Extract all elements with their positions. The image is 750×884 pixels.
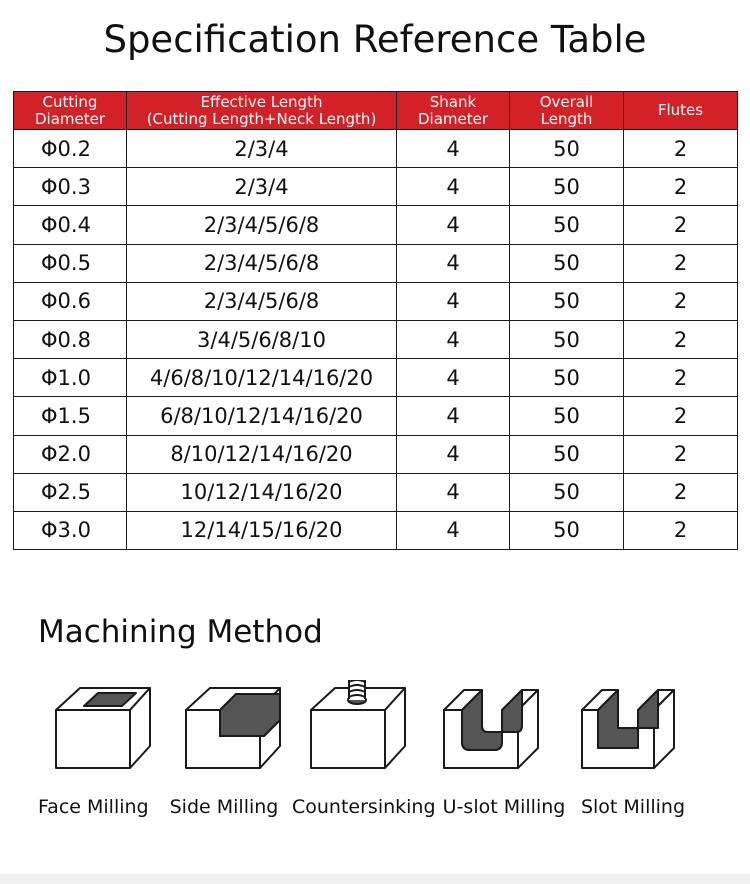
side-milling-icon: [180, 680, 284, 772]
header-line: Cutting: [42, 92, 98, 111]
table-row: [14, 435, 738, 473]
header-line: Shank: [429, 92, 477, 111]
header-shank-diameter: [397, 92, 510, 130]
cell-flutes: 2: [624, 473, 738, 511]
face-milling-icon: [50, 680, 154, 772]
header-effective-length: [127, 92, 397, 130]
cell-effective-length: 2/3/4/5/6/8: [127, 282, 397, 320]
cell-shank-diameter: 4: [397, 320, 510, 358]
header-line: Flutes: [657, 101, 704, 119]
cell-flutes: 2: [624, 244, 738, 282]
u-slot-milling-icon: [438, 680, 542, 772]
cell-cutting-diameter: Φ0.8: [14, 320, 127, 358]
table-row: [14, 130, 738, 168]
header-line: Effective Length: [200, 92, 323, 111]
method-label-countersinking: Countersinking: [292, 796, 436, 818]
cell-flutes: 2: [624, 282, 738, 320]
cell-effective-length: 6/8/10/12/14/16/20: [127, 397, 397, 435]
method-label-face-milling: Face Milling: [38, 796, 149, 818]
header-overall-length: [510, 92, 624, 130]
cell-flutes: 2: [624, 435, 738, 473]
cell-effective-length: 8/10/12/14/16/20: [127, 435, 397, 473]
cell-overall-length: 50: [510, 244, 624, 282]
cell-shank-diameter: 4: [397, 359, 510, 397]
countersinking-icon: [305, 680, 409, 772]
cell-shank-diameter: 4: [397, 435, 510, 473]
cell-cutting-diameter: Φ1.5: [14, 397, 127, 435]
cell-overall-length: 50: [510, 511, 624, 549]
table-row: [14, 244, 738, 282]
cell-shank-diameter: 4: [397, 473, 510, 511]
table-row: [14, 511, 738, 549]
cell-cutting-diameter: Φ0.4: [14, 206, 127, 244]
table-header-row: [14, 92, 738, 130]
cell-shank-diameter: 4: [397, 244, 510, 282]
cell-flutes: 2: [624, 511, 738, 549]
cell-overall-length: 50: [510, 282, 624, 320]
table-row: [14, 397, 738, 435]
table-row: [14, 206, 738, 244]
cell-shank-diameter: 4: [397, 130, 510, 168]
method-label-u-slot-milling: U-slot Milling: [442, 796, 566, 818]
table-row: [14, 320, 738, 358]
cell-overall-length: 50: [510, 435, 624, 473]
cell-cutting-diameter: Φ0.2: [14, 130, 127, 168]
cell-cutting-diameter: Φ2.0: [14, 435, 127, 473]
header-line: Length: [540, 109, 593, 128]
cell-flutes: 2: [624, 359, 738, 397]
table-row: [14, 168, 738, 206]
cell-flutes: 2: [624, 320, 738, 358]
header-cutting-diameter: [14, 92, 127, 130]
cell-effective-length: 3/4/5/6/8/10: [127, 320, 397, 358]
table-row: [14, 473, 738, 511]
cell-cutting-diameter: Φ0.3: [14, 168, 127, 206]
cell-cutting-diameter: Φ0.6: [14, 282, 127, 320]
cell-shank-diameter: 4: [397, 511, 510, 549]
cell-overall-length: 50: [510, 473, 624, 511]
cell-shank-diameter: 4: [397, 168, 510, 206]
table-row: [14, 359, 738, 397]
cell-cutting-diameter: Φ3.0: [14, 511, 127, 549]
header-flutes: [624, 92, 738, 130]
cell-overall-length: 50: [510, 359, 624, 397]
cell-effective-length: 4/6/8/10/12/14/16/20: [127, 359, 397, 397]
machining-method-title: Machining Method: [38, 614, 323, 650]
cell-shank-diameter: 4: [397, 397, 510, 435]
cell-effective-length: 2/3/4: [127, 168, 397, 206]
cell-flutes: 2: [624, 130, 738, 168]
page-title: Specification Reference Table: [103, 18, 647, 61]
cell-effective-length: 10/12/14/16/20: [127, 473, 397, 511]
header-line: Diameter: [417, 109, 489, 128]
table-row: [14, 282, 738, 320]
cell-overall-length: 50: [510, 168, 624, 206]
cell-overall-length: 50: [510, 130, 624, 168]
cell-overall-length: 50: [510, 397, 624, 435]
method-label-slot-milling: Slot Milling: [580, 796, 686, 818]
cell-cutting-diameter: Φ1.0: [14, 359, 127, 397]
cell-flutes: 2: [624, 206, 738, 244]
header-line: Diameter: [34, 109, 106, 128]
cell-effective-length: 2/3/4/5/6/8: [127, 244, 397, 282]
header-line: Overall: [539, 92, 594, 111]
bottom-divider: [0, 874, 750, 884]
method-label-side-milling: Side Milling: [169, 796, 279, 818]
cell-overall-length: 50: [510, 320, 624, 358]
cell-effective-length: 2/3/4: [127, 130, 397, 168]
spec-table: [13, 91, 738, 550]
cell-effective-length: 2/3/4/5/6/8: [127, 206, 397, 244]
cell-cutting-diameter: Φ2.5: [14, 473, 127, 511]
cell-cutting-diameter: Φ0.5: [14, 244, 127, 282]
cell-flutes: 2: [624, 397, 738, 435]
cell-flutes: 2: [624, 168, 738, 206]
cell-overall-length: 50: [510, 206, 624, 244]
cell-shank-diameter: 4: [397, 282, 510, 320]
cell-shank-diameter: 4: [397, 206, 510, 244]
cell-effective-length: 12/14/15/16/20: [127, 511, 397, 549]
slot-milling-icon: [576, 680, 680, 772]
header-line: (Cutting Length+Neck Length): [146, 109, 377, 128]
